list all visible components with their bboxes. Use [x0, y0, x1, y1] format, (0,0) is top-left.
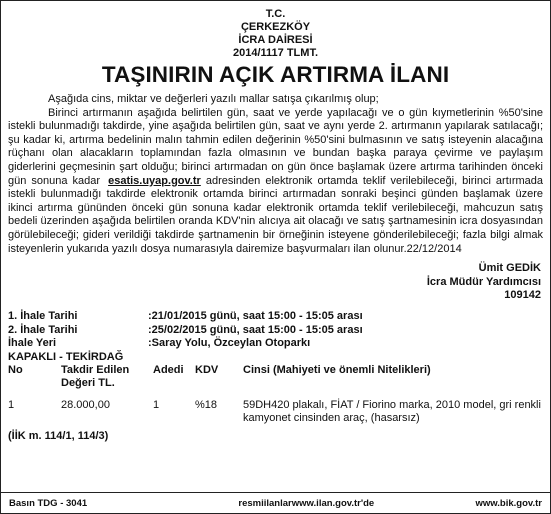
footer-center-link[interactable]: resmiilanlarwww.ilan.gov.tr'de: [238, 497, 375, 509]
signature-code: 109142: [504, 288, 541, 301]
header-block: [8, 1, 543, 60]
table-cell: 28.000,00: [61, 398, 110, 411]
auction-schedule: [8, 310, 543, 364]
table-cell: 1: [153, 398, 160, 411]
column-header: Takdir Edilen Değeri TL.: [61, 363, 130, 390]
schedule-row-second: [8, 324, 543, 337]
schedule-row-first: [8, 310, 543, 323]
body-paragraph: [8, 107, 543, 257]
table-header: [8, 364, 543, 391]
table-cell: %18: [195, 398, 218, 411]
announcement-body: [8, 93, 543, 256]
signature-name: Ümit GEDİK: [478, 262, 541, 275]
schedule-label: 2. İhale Tarihi: [8, 323, 78, 336]
schedule-value: :Saray Yolu, Özceylan Otoparkı: [148, 337, 311, 350]
schedule-label: İhale Yeri: [8, 337, 57, 350]
footer-bar: [1, 492, 550, 513]
schedule-row-place: [8, 337, 543, 350]
signature-role: İcra Müdür Yardımcısı: [426, 275, 541, 288]
signature-block: [8, 262, 543, 302]
footer-left: Basın TDG - 3041: [9, 497, 88, 509]
schedule-label: 1. İhale Tarihi: [8, 310, 78, 323]
header-court-city: ÇERKEZKÖY: [240, 21, 311, 33]
footer-right-link[interactable]: www.bik.gov.tr: [475, 497, 542, 509]
esatis-link[interactable]: esatis.uyap.gov.tr: [108, 174, 201, 187]
column-header: No: [8, 363, 23, 376]
column-header: Cinsi (Mahiyeti ve önemli Nitelikleri): [243, 363, 431, 376]
items-table: [8, 364, 543, 426]
header-office: İCRA DAİRESİ: [238, 34, 313, 46]
body-intro: Aşağıda cins, miktar ve değerleri yazılı mallar satışa çıkarılmış olup;: [48, 93, 379, 105]
schedule-value: :25/02/2015 günü, saat 15:00 - 15:05 arası: [148, 323, 363, 336]
schedule-city: KAPAKLI - TEKİRDAĞ: [8, 350, 124, 363]
body-text-part-b: adresinden elektronik ortamda teklif verilebileceği, birinci artırmada istekli bulunmadığı takdirde elektronik ortamda birinci artırmadan sonraki beşinci günden başlamak üzere ikinci artırma gününden önceki gün sonuna kadar elektronik ortamda teklif verilebileceği, mahcuzun satış bedeli üzerinden aşağıda belirtilen oranda KDV'nin alıcıya ait olacağı ve satış şartnamesinin icra dosyasından görülebileceği; gideri verildiği takdirde şartnamenin bir örneğinin isteyene gönderilebileceği; fazla bilgi almak isteyenlerin yukarıda yazılı dosya numarasıyla dairemize başvurmaları ilan olunur.22/12/2014: [8, 174, 544, 255]
schedule-value: :21/01/2015 günü, saat 15:00 - 15:05 arası: [148, 310, 363, 323]
header-tc: T.C.: [265, 8, 286, 20]
page-title: TAŞINIRIN AÇIK ARTIRMA İLANI: [101, 62, 450, 87]
law-reference: (İİK m. 114/1, 114/3): [8, 429, 109, 442]
header-file-number: 2014/1117 TLMT.: [233, 47, 318, 59]
column-header: KDV: [195, 363, 219, 376]
body-text-part-a: Birinci artırmanın aşağıda belirtilen gün, saat ve yerde yapılacağı ve o gün kıymetlerinin %50'sine istekli bulunmadığı takdirde, yine aşağıda belirtilen gün, saat ve aynı yerde 2. artırmanın yapılarak satılacağı; şu kadar ki, artırma bedelinin malın tahmin edilen değerinin %50'sini bulmasının ve satış isteyenin alacağına rüçhanı olan alacakların toplamından fazla olmasının ve bundan başka paraya çevirme ve paylaşım giderlerini geçmesinin şart olduğu; birinci artırmadan on gün önce başlamak üzere artırma tarihinden önceki gün sonuna kadar: [8, 106, 543, 187]
column-header: Adedi: [153, 363, 184, 376]
table-cell: 59DH420 plakalı, FİAT / Fiorino marka, 2010 model, gri renkli kamyonet cinsinden araç, (hasarsız): [243, 398, 541, 425]
table-row: [8, 399, 543, 426]
table-cell: 1: [8, 398, 15, 411]
